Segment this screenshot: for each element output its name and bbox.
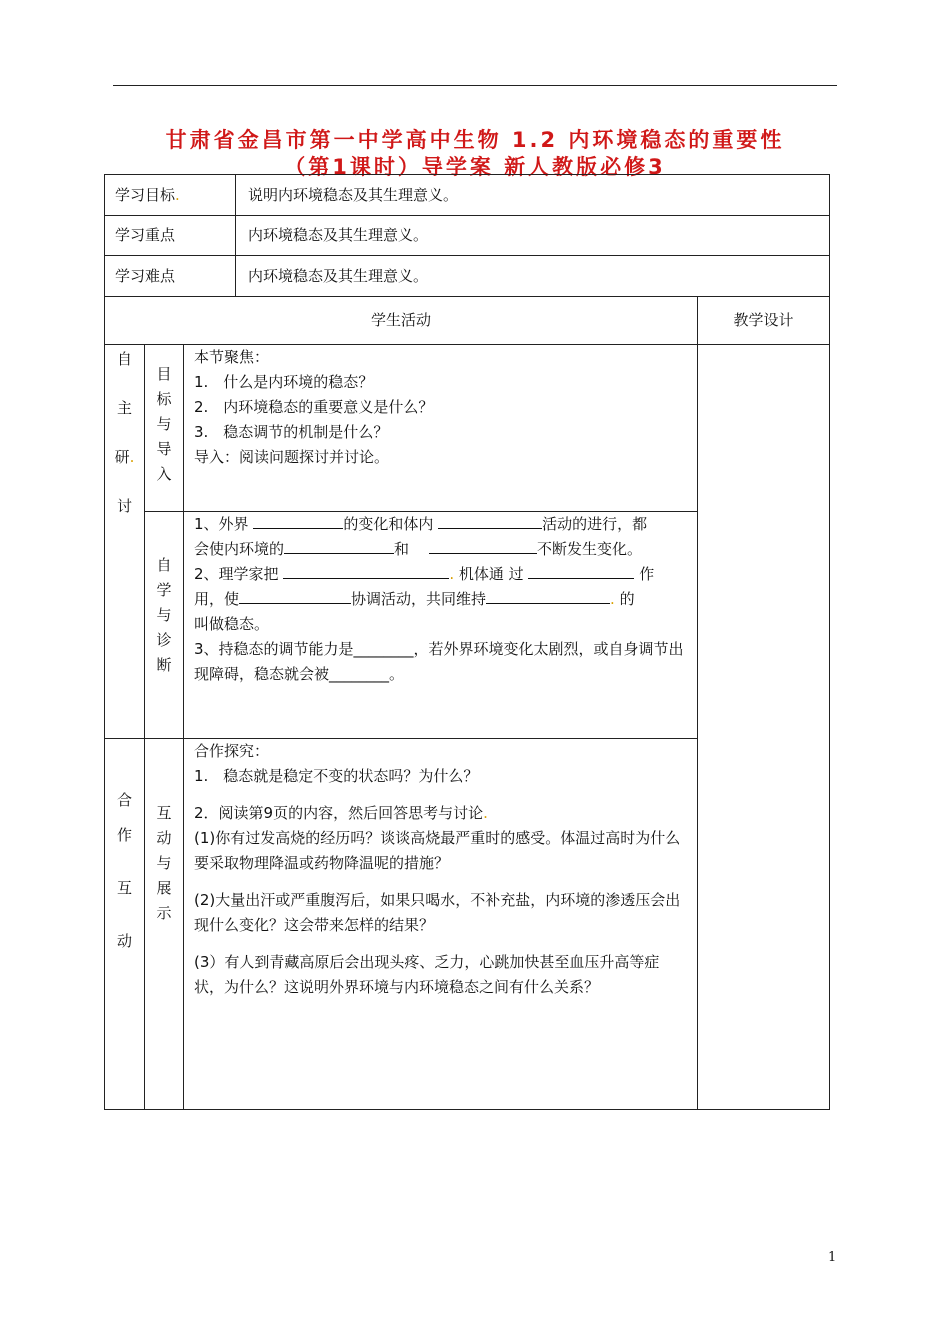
doc-title-line1: 甘肃省金昌市第一中学高中生物 1.2 内环境稳态的重要性 [165, 128, 785, 152]
key-point-label: 学习重点 [105, 216, 236, 256]
difficulty-label: 学习难点 [105, 256, 236, 297]
key-point-value: 内环境稳态及其生理意义。 [236, 216, 830, 256]
question-2-line-2: 用，使 协调活动，共同维持 . 的 [194, 590, 635, 608]
header-row [105, 297, 830, 345]
difficulty-row [105, 256, 830, 297]
objective-row [105, 175, 830, 216]
question-1-line-1: 1、外界 的变化和体内 活动的进行，都 [194, 515, 648, 533]
intro-content [184, 345, 698, 512]
focus-item: 1. 什么是内环境的稳态？ [194, 373, 374, 391]
page-number: 1 [828, 1250, 837, 1265]
objective-label: 学习目标. [105, 175, 236, 216]
study-plan-table [104, 174, 830, 1110]
header-rule [113, 85, 837, 86]
focus-item: 3. 稳态调节的机制是什么？ [194, 423, 389, 441]
diagnosis-label: 自 学 与 诊 断 [145, 512, 184, 739]
focus-item: 2. 内环境稳态的重要意义是什么？ [194, 398, 434, 416]
question-2-line-1: 2、理学家把 . 机体通 过 作 [194, 565, 655, 583]
cooperation-content [184, 739, 698, 1110]
question-1-line-2: 会使内环境的 和 不断发生变化。 [194, 540, 643, 558]
cooperation-label: 合 作 互 动 [105, 739, 145, 1110]
key-point-row [105, 216, 830, 256]
doc-title-line2: （第1课时）导学案 新人教版必修3 [284, 155, 666, 179]
coop-question-2-1: (1)你有过发高烧的经历吗？谈谈高烧最严重时的感受。体温过高时为什么要采取物理降温或药物降温呢的措施？ [194, 829, 681, 872]
coop-question-1: 1. 稳态就是稳定不变的状态吗？为什么？ [194, 767, 479, 785]
diagnosis-content [184, 512, 698, 739]
question-2-line-3: 叫做稳态。 [194, 615, 270, 633]
interaction-label: 互 动 与 展 示 [145, 739, 184, 1110]
focus-heading: 本节聚焦： [194, 348, 270, 366]
difficulty-value: 内环境稳态及其生理意义。 [236, 256, 830, 297]
intro-row [105, 345, 830, 512]
self-study-label: 自 主 研. 讨 [105, 345, 145, 739]
intro-label: 目 标 与 导 入 [145, 345, 184, 512]
student-activity-header: 学生活动 [105, 297, 698, 345]
coop-heading: 合作探究： [194, 742, 270, 760]
teaching-design-header: 教学设计 [698, 297, 830, 345]
question-3: 3、持稳态的调节能力是________，若外界环境变化太剧烈，或自身调节出现障碍，稳态就会被________。 [194, 640, 684, 683]
coop-question-2-2: (2)大量出汗或严重腹泻后，如果只喝水，不补充盐，内环境的渗透压会出现什么变化？这会带来怎样的结果？ [194, 891, 681, 934]
lead-in: 导入：阅读问题探讨并讨论。 [194, 448, 390, 466]
coop-question-2-3: (3）有人到青藏高原后会出现头疼、乏力，心跳加快甚至血压升高等症状，为什么？这说明外界环境与内环境稳态之间有什么关系？ [194, 953, 660, 996]
objective-value: 说明内环境稳态及其生理意义。 [236, 175, 830, 216]
coop-question-2: 2．阅读第9页的内容，然后回答思考与讨论. [194, 804, 488, 822]
teaching-design-cell [698, 345, 830, 1110]
